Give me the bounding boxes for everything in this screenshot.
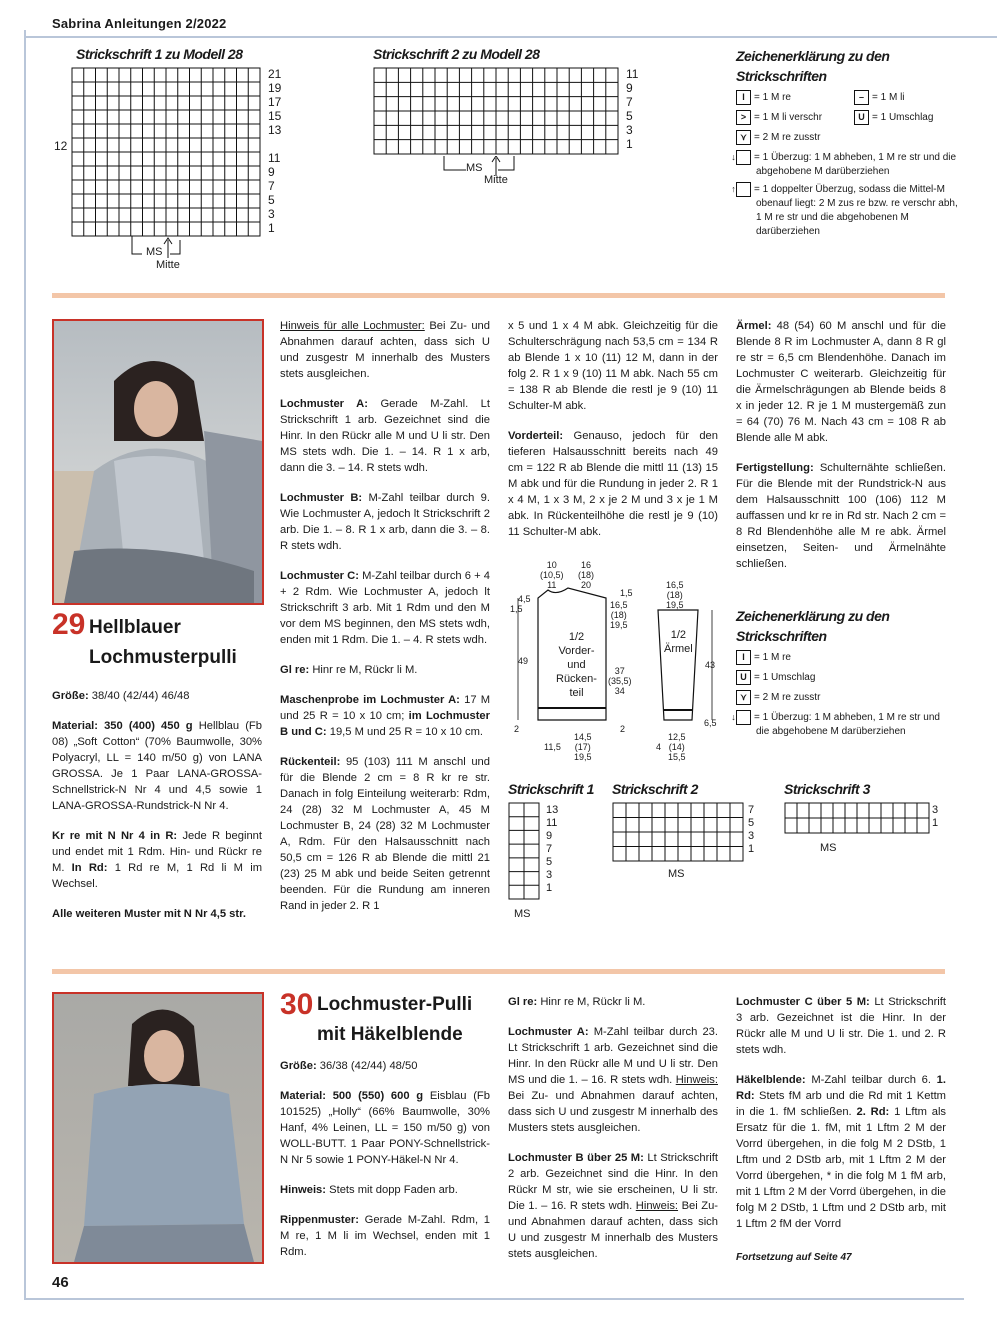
chart2-mitte-label: Mitte [484, 174, 508, 186]
sc2-title: Strickschrift 2 [612, 781, 698, 797]
schema-label: 14,5 (17) 19,5 [574, 732, 592, 762]
model30-title-2: mit Häkelblende [317, 1024, 463, 1045]
page-frame-bottom [24, 1298, 964, 1300]
page-frame-left [24, 30, 26, 1300]
model29-number: 29 [52, 608, 86, 641]
yarn-over-icon: U [736, 670, 751, 685]
row-num: 15 [268, 109, 282, 123]
model30-title-1: Lochmuster-Pulli [317, 994, 473, 1015]
sc1-title: Strickschrift 1 [508, 781, 594, 797]
knit-chart-1 [70, 66, 270, 238]
k2tog-icon: ⋎ [736, 130, 751, 145]
legend-item: ↓ = 1 Überzug: 1 M abheben, 1 M re str und die abgehobene M darüberziehen [731, 152, 957, 178]
model30-photo [52, 992, 264, 1264]
chart1-title: Strickschrift 1 zu Modell 28 [76, 46, 243, 62]
knit-chart-2 [372, 66, 622, 158]
row-num: 9 [626, 81, 633, 95]
legend-item: ↓ = 1 Überzug: 1 M abheben, 1 M re str und die abgehobene M darüberziehen [731, 712, 940, 738]
model29-photo [52, 319, 264, 605]
legend-item: – = 1 M li [854, 90, 954, 105]
legend-item: I = 1 M re [736, 650, 946, 670]
continuation-note: Fortsetzung auf Seite 47 [736, 1252, 852, 1263]
page-frame-top [24, 36, 997, 38]
model30-col3: Gl re: Hinr re M, Rückr li M. Lochmuster A: M-Zahl teilbar durch 23. Lt Strickschrift 1 arb. Gezeichnet sind die Hinr. In den Rückr alle M und U li str. Den MS und die 1. – 16. R stets wdh. Hinweis: Bei Zu- und Abnahmen darauf achten, dass sich U und zusgestr M innerhalb des Musters stets ausgleichen. Lochmuster B über 25 M: Lt Strickschrift 2 arb. Gezeichnet sind die Hinr. In den Rückr M str, wie sie erscheinen, U li str. Die 1. – 16. R stets wdh. Hinweis: Bei Zu- und Abnahmen darauf achten, dass sich U und zusgestr M innerhalb des Musters stets ausgleichen. [508, 996, 719, 1260]
model30-col4: Lochmuster C über 5 M: Lt Strickschrift 3 arb. Gezeichnet ist die Hinr. In der Rückr alle M und U li str. Die 1. und 2. R stets wdh. Häkelblende: M-Zahl teilbar durch 6. 1. Rd: Stets fM arb und die Rd mit 1 Kettm in die 1. fM schließen. 2. Rd: 1 Lftm als Ersatz für die 1. fM, mit 1 Lftm 2 M der Vorrd übergehen, in die folg M 2 DStb, 1 Lftm und 2 DStb arb, mit 1 Lftm 2 M der Vorrd übergehen, * in die folg M 1 fM arb, mit 1 Lftm 2 M der Vorrd übergehen, in die folg M 2 DStb, 1 Lftm und 2 DStb arb, mit 1 Lftm 2 fM der Vorrd [736, 996, 947, 1230]
schema-label: 2 [620, 724, 626, 734]
legend-item: ⋎ = 2 M re zusstr [736, 130, 946, 145]
row-num: 13 [268, 123, 282, 137]
sc1-rows: 13 11 9 7 5 3 1 [546, 804, 559, 894]
row-num: 21 [268, 67, 282, 81]
chart1-left-number: 12 [54, 139, 68, 153]
schema-label: 1,5 [510, 604, 523, 614]
page-number: 46 [52, 1274, 69, 1291]
model29-col2: Hinweis für alle Lochmuster: Bei Zu- und Abnahmen darauf achten, dass sich U und zusgestr M innerhalb des Musters stets ausgleichen. Lochmuster A: Gerade M-Zahl. Lt Strickschrift 1 arb. Gezeichnet sind die Hinr. In den Rückr alle M und U li str. Den MS stets wdh. Die 1. – 14. R 1 x arb, dann die 3. – 14. R stets wdh. Lochmuster B: M-Zahl teilbar durch 9. Wie Lochmuster A, jedoch lt Strickschrift 2 arb. Die 1. – 8. R 1 x arb, dann die 3. – 8. R stets wdh. Lochmuster C: M-Zahl teilbar durch 6 + 4 + 2 Rdm. Wie Lochmuster A, jedoch lt Strickschrift 3 arb. Mit 1 Rdm und den M vor dem MS beginnen, den MS stets wdh, enden mit 1 Rdm. Die 1. – 4. R stets wdh. Gl re: Hinr re M, Rückr li M. Maschenprobe im Lochmuster A: 17 M und 25 R = 10 x 10 cm; im Lochmuster B und C: 19,5 M und 25 R = 10 x 10 cm. Rückenteil: 95 (103) 111 M anschl und für die Blende 2 cm = 8 R kr re str. Danach in folg Einteilung weiterarb: Rdm, 24 (28) 32 M Lochmuster A, 45 M Lochmuster B, 24 (28) 32 M Lochmuster A, Rdm. Für den Halsausschnitt nach 50,5 cm = 126 R ab Blende die mittl 21 (23) 25 M abk und beide Seiten getrennt beenden. Für die Rundung am inneren Rand in jeder 2. R 1 [280, 320, 491, 912]
skpo-icon: ↓ [736, 150, 751, 165]
row-num: 11 [626, 67, 639, 81]
model29-col4: Ärmel: 48 (54) 60 M anschl und für die Blende 8 R im Lochmuster A, dann 8 R gl re str = 6,5 cm Blendenhöhe. Danach im Lochmuster C weiterarb. Gleichzeitig für die Ärmelschrägungen ab Blende beids 8 x in jeder 12. R je 1 M mustergemäß zun = 64 (70) 76 M. Nach 43 cm = 108 R ab Blende alle M abk. Fertigstellung: Schulternähte schließen. Für die Blende mit der Rundstrick-N aus dem Halsausschnitt 100 (106) 112 M auffassen und kr re in Rd str. Nach 2 cm = 8 Rd Blendenhöhe alle M re abk. Ärmel einsetzen, Seiten- und Ärmelnähte schließen. [736, 320, 947, 570]
model29-title-2: Lochmusterpulli [89, 647, 237, 668]
schema-label: 2 [514, 724, 520, 734]
model30-number: 30 [280, 988, 314, 1021]
legend-item: I = 1 M re [736, 90, 846, 105]
model29-title-1: Hellblauer [89, 617, 181, 638]
schema-label: 4 [656, 742, 662, 752]
chart2-title: Strickschrift 2 zu Modell 28 [373, 46, 540, 62]
schema-label: 10 (10,5) 11 [540, 560, 564, 590]
model29-col3: x 5 und 1 x 4 M abk. Gleichzeitig für die Schulterschrägung nach 53,5 cm = 134 R ab Blende 1 x 10 (11) 12 M, dann in der folg 2. R 1 x 9 (10) 11 M abk. Nach 55 cm = 138 R ab Blende die restl je 9 (10) 11 Schulter-M abk. Vorderteil: Genauso, jedoch für den tieferen Halsausschnitt bereits nach 49 cm = 122 R ab Blende die mittl 11 (13) 15 M abk und für die Rundung in jeder 2. R 1 x 4 M, 1 x 3 M, 2 x je 2 M und 3 x je 1 M abk. In Rückenteilhöhe die restl je 9 (10) 11 Schulter-M abk. [508, 320, 718, 538]
schema-label: 16,5 (18) 19,5 [666, 580, 684, 610]
purl-tbl-icon: > [736, 110, 751, 125]
legend-item: ⋎ = 2 M re zusstr [736, 690, 946, 710]
schema-label: 1,5 [620, 588, 633, 598]
sc3-title: Strickschrift 3 [784, 781, 870, 797]
schema-label: 11,5 [544, 742, 561, 752]
model29-chart-3 [784, 802, 932, 836]
sleeve-outline [658, 610, 698, 720]
row-num: 3 [268, 207, 275, 221]
purl-stitch-icon: – [854, 90, 869, 105]
legend-model29 [731, 650, 946, 739]
separator [52, 969, 945, 974]
sc3-ms: MS [820, 842, 837, 854]
separator [52, 293, 945, 298]
schema-label: 49 [518, 656, 529, 666]
row-num: 7 [268, 179, 275, 193]
legend2-title: Zeichenerklärung zu den Strickschriften [736, 608, 890, 644]
chart1-row-numbers [268, 68, 288, 236]
sc2-rows: 7 5 3 1 [748, 804, 755, 855]
page-header: Sabrina Anleitungen 2/2022 [52, 16, 227, 31]
model29-image [54, 321, 262, 603]
schema-label: 16,5 (18) 19,5 [610, 600, 628, 630]
row-num: 11 [268, 151, 281, 165]
model29-chart-1 [508, 802, 542, 902]
knit-stitch-icon: I [736, 650, 751, 665]
model30-col2: Größe: 36/38 (42/44) 48/50 Material: 500 (550) 600 g Eisblau (Fb 101525) „Holly“ (66% Baumwolle, 30% Hanf, 4% Leinen, LL = 150 m/50 g) von WOLL-BUTT. 1 Paar PONY-Schnellstrick-N Nr 5 sowie 1 PONY-Häkel-N Nr 4. Hinweis: Stets mit dopp Faden arb. Rippenmuster: Gerade M-Zahl. Rdm, 1 M re, 1 M li im Wechsel, enden mit 1 Rdm. [280, 1060, 490, 1258]
chart1-mitte-label: Mitte [156, 259, 180, 271]
legend-item: ↑ = 1 doppelter Überzug, sodass die Mittel-M obenauf liegt: 2 M zus re bzw. re verschr abh, 1 M re str und die abgehobenen M darüberziehen [731, 184, 958, 238]
schema-sleeve-label: 1/2 Ärmel [664, 629, 693, 655]
double-decrease-icon: ↑ [736, 182, 751, 197]
legend-item: U = 1 Umschlag [854, 110, 954, 125]
row-num: 17 [268, 95, 282, 109]
model29-col1: Größe: 38/40 (42/44) 46/48 Material: 350 (400) 450 g Hellblau (Fb 08) „Soft Cotton“ (70% Baumwolle, 30% Polyacryl, LL = 140 m/50 g) von LANA GROSSA. Je 1 Paar LANA-GROSSA-Schnellstrick-N Nr 4 und 4,5 sowie 1 LANA-GROSSA-Rundstrick-N Nr 4. Kr re mit N Nr 4 in R: Jede R beginnt und endet mit 1 Rdm. Hin- und Rückr re M. In Rd: 1 Rd re M, 1 Rd li M im Wechsel. Alle weiteren Muster mit N Nr 4,5 str. [52, 690, 263, 920]
yarn-over-icon: U [854, 110, 869, 125]
row-num: 5 [626, 109, 633, 123]
schema-label: 37 (35,5) 34 [608, 666, 632, 696]
model30-image [54, 994, 262, 1262]
legend-item: U = 1 Umschlag [736, 670, 946, 690]
row-num: 19 [268, 81, 282, 95]
row-num: 3 [626, 123, 633, 137]
schema-label: 4,5 [518, 594, 531, 604]
row-num: 9 [268, 165, 275, 179]
model29-chart-2 [612, 802, 746, 864]
schema-body-label: 1/2 Vorder- und Rücken- teil [556, 631, 597, 699]
schema-label: 16 (18) 20 [578, 560, 595, 590]
row-num: 1 [268, 221, 275, 235]
legend-title: Zeichenerklärung zu den Strickschriften [736, 48, 890, 84]
schema-label: 43 [705, 660, 716, 670]
chart1-ms-label: MS [146, 246, 163, 258]
row-num: 1 [626, 137, 633, 151]
row-num: 7 [626, 95, 633, 109]
sc1-ms: MS [514, 908, 531, 920]
k2tog-icon: ⋎ [736, 690, 751, 705]
skpo-icon: ↓ [736, 710, 751, 725]
model29-schematic [508, 560, 728, 760]
knit-stitch-icon: I [736, 90, 751, 105]
schema-label: 12,5 (14) 15,5 [668, 732, 686, 762]
sc3-rows: 3 1 [932, 804, 939, 829]
chart2-row-numbers [626, 68, 638, 152]
chart2-ms-label: MS [466, 162, 483, 174]
sc2-ms: MS [668, 868, 685, 880]
schema-label: 6,5 [704, 718, 717, 728]
legend-item: > = 1 M li verschr [736, 110, 846, 125]
row-num: 5 [268, 193, 275, 207]
